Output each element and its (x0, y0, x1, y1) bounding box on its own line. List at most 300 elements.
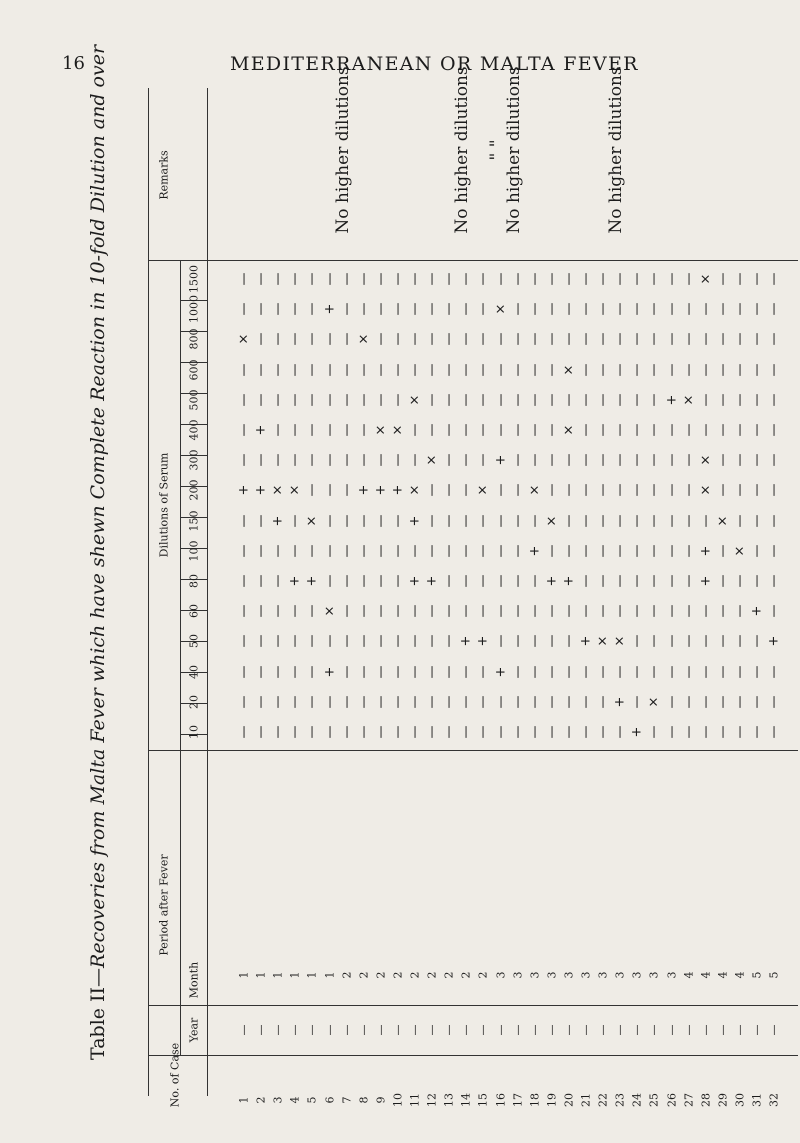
reaction-cell: — (322, 634, 337, 648)
reaction-cell: — (287, 695, 303, 709)
reaction-cell: — (561, 725, 577, 739)
reaction-cell: — (544, 695, 560, 709)
reaction-cell: — (236, 604, 252, 618)
reaction-cell: — (339, 574, 355, 588)
case-number: 27 (682, 1093, 696, 1107)
reaction-cell: + (458, 635, 474, 647)
reaction-cell: — (664, 544, 679, 558)
reaction-cell: + (493, 454, 508, 466)
reaction-cell: — (527, 725, 543, 739)
reaction-cell: + (664, 394, 679, 406)
year-cell: — (459, 1024, 473, 1036)
reaction-cell: — (339, 453, 355, 467)
reaction-cell: — (664, 272, 679, 286)
month-cell: 3 (647, 971, 661, 979)
reaction-cell: — (578, 725, 594, 739)
reaction-cell: — (561, 604, 577, 618)
reaction-cell: — (339, 302, 355, 316)
dilution-header: 600 (187, 359, 201, 381)
reaction-cell: — (373, 695, 389, 709)
reaction-cell: — (732, 574, 748, 588)
reaction-cell: + (253, 484, 269, 496)
reaction-cell: — (561, 453, 577, 467)
reaction-cell: — (407, 332, 423, 346)
month-cell: 1 (237, 971, 251, 979)
reaction-cell: — (544, 483, 560, 497)
reaction-cell: — (322, 514, 337, 528)
month-cell: 2 (459, 971, 473, 979)
case-number: 12 (425, 1093, 439, 1107)
reaction-cell: — (749, 544, 765, 558)
header-remarks: Remarks (157, 150, 171, 200)
reaction-cell: — (373, 453, 389, 467)
reaction-cell: — (339, 695, 355, 709)
reaction-cell: × (236, 333, 252, 345)
reaction-cell: — (664, 332, 679, 346)
reaction-cell: — (510, 725, 526, 739)
reaction-cell: — (475, 665, 491, 679)
reaction-cell: — (270, 453, 286, 467)
reaction-cell: — (322, 332, 337, 346)
reaction-cell: — (458, 695, 474, 709)
year-cell: — (494, 1024, 507, 1036)
reaction-cell: — (304, 665, 320, 679)
reaction-cell: — (304, 725, 320, 739)
reaction-cell: — (527, 363, 543, 377)
reaction-cell: — (322, 574, 337, 588)
reaction-cell: — (629, 665, 645, 679)
header-no-of-case: No. of Case (168, 1042, 182, 1108)
reaction-cell: + (322, 666, 337, 678)
dilution-header: 100 (187, 540, 201, 562)
reaction-cell: — (373, 544, 389, 558)
reaction-cell: — (578, 604, 594, 618)
reaction-cell: — (698, 423, 714, 437)
reaction-cell: — (356, 453, 372, 467)
reaction-cell: — (595, 393, 611, 407)
reaction-cell: + (407, 515, 423, 527)
reaction-cell: — (458, 514, 474, 528)
year-cell: — (562, 1024, 576, 1036)
dilution-header: 80 (187, 574, 201, 588)
reaction-cell: — (475, 302, 491, 316)
reaction-cell: — (732, 514, 748, 528)
reaction-cell: — (664, 514, 679, 528)
reaction-cell: — (698, 302, 714, 316)
reaction-cell: — (424, 544, 440, 558)
month-cell: 4 (716, 971, 730, 979)
reaction-cell: + (629, 726, 645, 738)
month-cell: 1 (323, 971, 336, 979)
reaction-cell: — (407, 423, 423, 437)
table-title (82, 44, 114, 1060)
reaction-cell: + (304, 575, 320, 587)
reaction-cell: — (749, 332, 765, 346)
reaction-cell: — (270, 665, 286, 679)
reaction-cell: — (458, 423, 474, 437)
month-cell: 3 (596, 971, 610, 979)
reaction-cell: — (698, 634, 714, 648)
reaction-cell: — (629, 574, 645, 588)
reaction-cell: — (732, 363, 748, 377)
reaction-cell: — (270, 302, 286, 316)
year-cell: — (237, 1024, 251, 1036)
reaction-cell: — (698, 695, 714, 709)
reaction-cell: — (766, 574, 782, 588)
case-number: 5 (305, 1096, 319, 1104)
year-cell: — (476, 1024, 490, 1036)
reaction-cell: — (698, 725, 714, 739)
reaction-cell: — (749, 634, 765, 648)
reaction-cell: — (390, 695, 406, 709)
reaction-cell: — (544, 423, 560, 437)
reaction-cell: — (646, 634, 662, 648)
reaction-cell: — (629, 363, 645, 377)
reaction-cell: — (304, 363, 320, 377)
reaction-cell: + (493, 666, 508, 678)
reaction-cell: — (732, 634, 748, 648)
month-cell: 3 (613, 971, 627, 979)
reaction-cell: — (510, 302, 526, 316)
reaction-cell: — (390, 363, 406, 377)
year-cell: — (699, 1024, 713, 1036)
reaction-cell: — (339, 393, 355, 407)
month-cell: 1 (254, 971, 268, 979)
reaction-cell: × (407, 484, 423, 496)
reaction-cell: — (510, 514, 526, 528)
reaction-cell: — (732, 725, 748, 739)
reaction-cell: — (270, 363, 286, 377)
table-title-text: Recoveries from Malta Fever which have shewn Complete Reaction in 10-fold Dilution and over (87, 44, 109, 968)
reaction-cell: — (766, 332, 782, 346)
reaction-cell: — (475, 544, 491, 558)
reaction-cell: — (441, 332, 457, 346)
reaction-cell: — (424, 423, 440, 437)
reaction-cell: — (373, 604, 389, 618)
reaction-cell: + (561, 575, 577, 587)
reaction-cell: — (749, 514, 765, 528)
reaction-cell: — (475, 604, 491, 618)
reaction-cell: — (527, 695, 543, 709)
reaction-cell: — (493, 332, 508, 346)
reaction-cell: — (424, 483, 440, 497)
reaction-cell: — (578, 332, 594, 346)
dilution-header: 150 (187, 510, 201, 532)
reaction-cell: — (715, 634, 731, 648)
reaction-cell: — (458, 665, 474, 679)
reaction-cell: — (493, 272, 508, 286)
dilution-header: 1000 (187, 295, 201, 324)
reaction-cell: — (715, 574, 731, 588)
reaction-cell: — (287, 514, 303, 528)
month-cell: 3 (511, 971, 525, 979)
reaction-cell: — (646, 604, 662, 618)
reaction-cell: — (339, 272, 355, 286)
year-cell: — (374, 1024, 388, 1036)
year-cell: — (271, 1024, 285, 1036)
case-number: 25 (647, 1093, 661, 1107)
reaction-cell: — (715, 544, 731, 558)
month-cell: 3 (562, 971, 576, 979)
reaction-cell: — (441, 483, 457, 497)
reaction-cell: — (749, 695, 765, 709)
reaction-cell: — (236, 453, 252, 467)
reaction-cell: — (681, 453, 697, 467)
reaction-cell: — (510, 272, 526, 286)
reaction-cell: — (236, 302, 252, 316)
case-number: 14 (459, 1093, 473, 1107)
reaction-cell: × (595, 635, 611, 647)
reaction-cell: × (475, 484, 491, 496)
reaction-cell: — (561, 634, 577, 648)
year-cell: — (665, 1024, 678, 1036)
reaction-cell: — (766, 725, 782, 739)
reaction-cell: × (612, 635, 628, 647)
reaction-cell: — (236, 695, 252, 709)
dilution-header: 500 (187, 389, 201, 411)
reaction-cell: — (766, 665, 782, 679)
rule-left (148, 88, 149, 1096)
reaction-cell: — (749, 483, 765, 497)
reaction-cell: — (424, 514, 440, 528)
remark-cell: No higher dilutions (606, 66, 627, 234)
reaction-cell: — (270, 544, 286, 558)
reaction-cell: × (390, 424, 406, 436)
reaction-cell: — (510, 363, 526, 377)
reaction-cell: — (356, 634, 372, 648)
reaction-cell: — (732, 423, 748, 437)
year-cell: — (288, 1024, 302, 1036)
reaction-cell: — (356, 514, 372, 528)
reaction-cell: — (646, 665, 662, 679)
reaction-cell: — (749, 302, 765, 316)
reaction-cell: — (253, 695, 269, 709)
reaction-cell: — (390, 604, 406, 618)
month-cell: 5 (767, 971, 781, 979)
rule-dilutions-sub (180, 260, 181, 750)
reaction-cell: × (681, 394, 697, 406)
reaction-cell: — (646, 725, 662, 739)
reaction-cell: — (458, 574, 474, 588)
reaction-cell: — (339, 483, 355, 497)
reaction-cell: — (493, 544, 508, 558)
case-number: 21 (579, 1093, 593, 1107)
reaction-cell: — (681, 634, 697, 648)
reaction-cell: — (475, 272, 491, 286)
month-cell: 5 (750, 971, 764, 979)
reaction-cell: — (561, 332, 577, 346)
reaction-cell: — (766, 453, 782, 467)
reaction-cell: — (270, 695, 286, 709)
dilution-header: 10 (187, 725, 201, 739)
case-number: 11 (408, 1093, 422, 1107)
reaction-cell: — (732, 453, 748, 467)
month-cell: 2 (476, 971, 490, 979)
reaction-cell: — (595, 272, 611, 286)
reaction-cell: — (664, 574, 679, 588)
reaction-cell: — (475, 332, 491, 346)
reaction-cell: — (493, 363, 508, 377)
reaction-cell: — (681, 574, 697, 588)
reaction-cell: — (304, 453, 320, 467)
reaction-cell: × (646, 696, 662, 708)
reaction-cell: — (715, 725, 731, 739)
reaction-cell: — (510, 634, 526, 648)
case-number: 10 (391, 1093, 405, 1107)
reaction-cell: — (441, 514, 457, 528)
reaction-cell: — (510, 332, 526, 346)
reaction-cell: — (578, 302, 594, 316)
reaction-cell: — (373, 514, 389, 528)
reaction-cell: — (475, 363, 491, 377)
month-cell: 4 (682, 971, 696, 979)
year-cell: — (750, 1024, 764, 1036)
reaction-cell: — (561, 514, 577, 528)
reaction-cell: — (612, 725, 628, 739)
reaction-cell: — (441, 393, 457, 407)
reaction-cell: — (458, 604, 474, 618)
reaction-cell: — (322, 423, 337, 437)
reaction-cell: — (304, 483, 320, 497)
reaction-cell: — (390, 574, 406, 588)
reaction-cell: — (715, 393, 731, 407)
reaction-cell: — (749, 272, 765, 286)
reaction-cell: — (595, 302, 611, 316)
reaction-cell: — (561, 302, 577, 316)
reaction-cell: + (544, 575, 560, 587)
reaction-cell: — (646, 544, 662, 558)
reaction-cell: — (322, 453, 337, 467)
dilution-header: 20 (187, 694, 201, 709)
reaction-cell: — (732, 695, 748, 709)
reaction-cell: — (493, 574, 508, 588)
reaction-cell: — (715, 695, 731, 709)
reaction-cell: — (544, 604, 560, 618)
year-cell: — (391, 1024, 405, 1036)
reaction-cell: — (236, 665, 252, 679)
reaction-cell: — (373, 302, 389, 316)
reaction-cell: — (424, 665, 440, 679)
month-cell: 2 (374, 971, 388, 979)
year-cell: — (305, 1024, 319, 1036)
reaction-cell: — (629, 453, 645, 467)
reaction-cell: — (578, 423, 594, 437)
reaction-cell: — (373, 332, 389, 346)
reaction-cell: — (339, 725, 355, 739)
reaction-cell: — (664, 453, 679, 467)
reaction-cell: — (304, 634, 320, 648)
reaction-cell: — (595, 423, 611, 437)
reaction-cell: — (766, 272, 782, 286)
reaction-cell: — (253, 393, 269, 407)
reaction-cell: — (561, 483, 577, 497)
reaction-cell: — (595, 483, 611, 497)
reaction-cell: — (544, 725, 560, 739)
reaction-cell: — (732, 665, 748, 679)
reaction-cell: — (766, 302, 782, 316)
reaction-cell: — (629, 272, 645, 286)
reaction-cell: — (356, 604, 372, 618)
case-number: 20 (562, 1093, 576, 1107)
year-cell: — (323, 1024, 336, 1036)
reaction-cell: — (612, 483, 628, 497)
reaction-cell: — (510, 483, 526, 497)
reaction-cell: — (458, 483, 474, 497)
dilution-header: 1500 (187, 265, 201, 293)
reaction-cell: — (629, 604, 645, 618)
reaction-cell: — (287, 302, 303, 316)
reaction-cell: + (749, 605, 765, 617)
reaction-cell: + (270, 515, 286, 527)
reaction-cell: × (715, 515, 731, 527)
year-cell: — (442, 1024, 456, 1036)
reaction-cell: × (424, 454, 440, 466)
reaction-cell: — (510, 423, 526, 437)
reaction-cell: — (236, 574, 252, 588)
year-cell: — (425, 1024, 439, 1036)
reaction-cell: — (664, 423, 679, 437)
reaction-cell: — (681, 483, 697, 497)
year-cell: — (647, 1024, 661, 1036)
reaction-cell: — (339, 665, 355, 679)
reaction-cell: — (304, 332, 320, 346)
reaction-cell: — (424, 604, 440, 618)
case-number: 13 (442, 1093, 456, 1107)
reaction-cell: — (766, 695, 782, 709)
reaction-cell: — (612, 514, 628, 528)
case-number: 26 (665, 1093, 678, 1107)
reaction-cell: — (715, 423, 731, 437)
month-cell: 3 (630, 971, 644, 979)
reaction-cell: — (373, 272, 389, 286)
reaction-cell: — (390, 634, 406, 648)
reaction-cell: — (664, 302, 679, 316)
reaction-cell: + (390, 484, 406, 496)
reaction-cell: — (664, 363, 679, 377)
reaction-cell: — (510, 453, 526, 467)
reaction-cell: — (339, 363, 355, 377)
reaction-cell: × (270, 484, 286, 496)
reaction-cell: — (510, 544, 526, 558)
reaction-cell: — (441, 725, 457, 739)
reaction-cell: — (612, 544, 628, 558)
reaction-cell: — (578, 514, 594, 528)
reaction-cell: — (715, 332, 731, 346)
reaction-cell: — (544, 544, 560, 558)
reaction-cell: — (373, 725, 389, 739)
case-number: 19 (545, 1093, 559, 1107)
reaction-cell: — (390, 725, 406, 739)
reaction-cell: — (373, 665, 389, 679)
reaction-cell: × (287, 484, 303, 496)
reaction-cell: — (629, 423, 645, 437)
case-number: 18 (528, 1093, 542, 1107)
reaction-cell: — (287, 332, 303, 346)
reaction-cell: — (646, 483, 662, 497)
year-cell: — (682, 1024, 696, 1036)
reaction-cell: — (681, 332, 697, 346)
reaction-cell: — (458, 453, 474, 467)
reaction-cell: — (407, 544, 423, 558)
reaction-cell: — (646, 574, 662, 588)
dilution-header: 400 (187, 419, 201, 441)
reaction-cell: — (441, 544, 457, 558)
reaction-cell: — (595, 514, 611, 528)
reaction-cell: — (595, 665, 611, 679)
reaction-cell: — (253, 363, 269, 377)
reaction-cell: — (390, 393, 406, 407)
reaction-cell: — (578, 544, 594, 558)
